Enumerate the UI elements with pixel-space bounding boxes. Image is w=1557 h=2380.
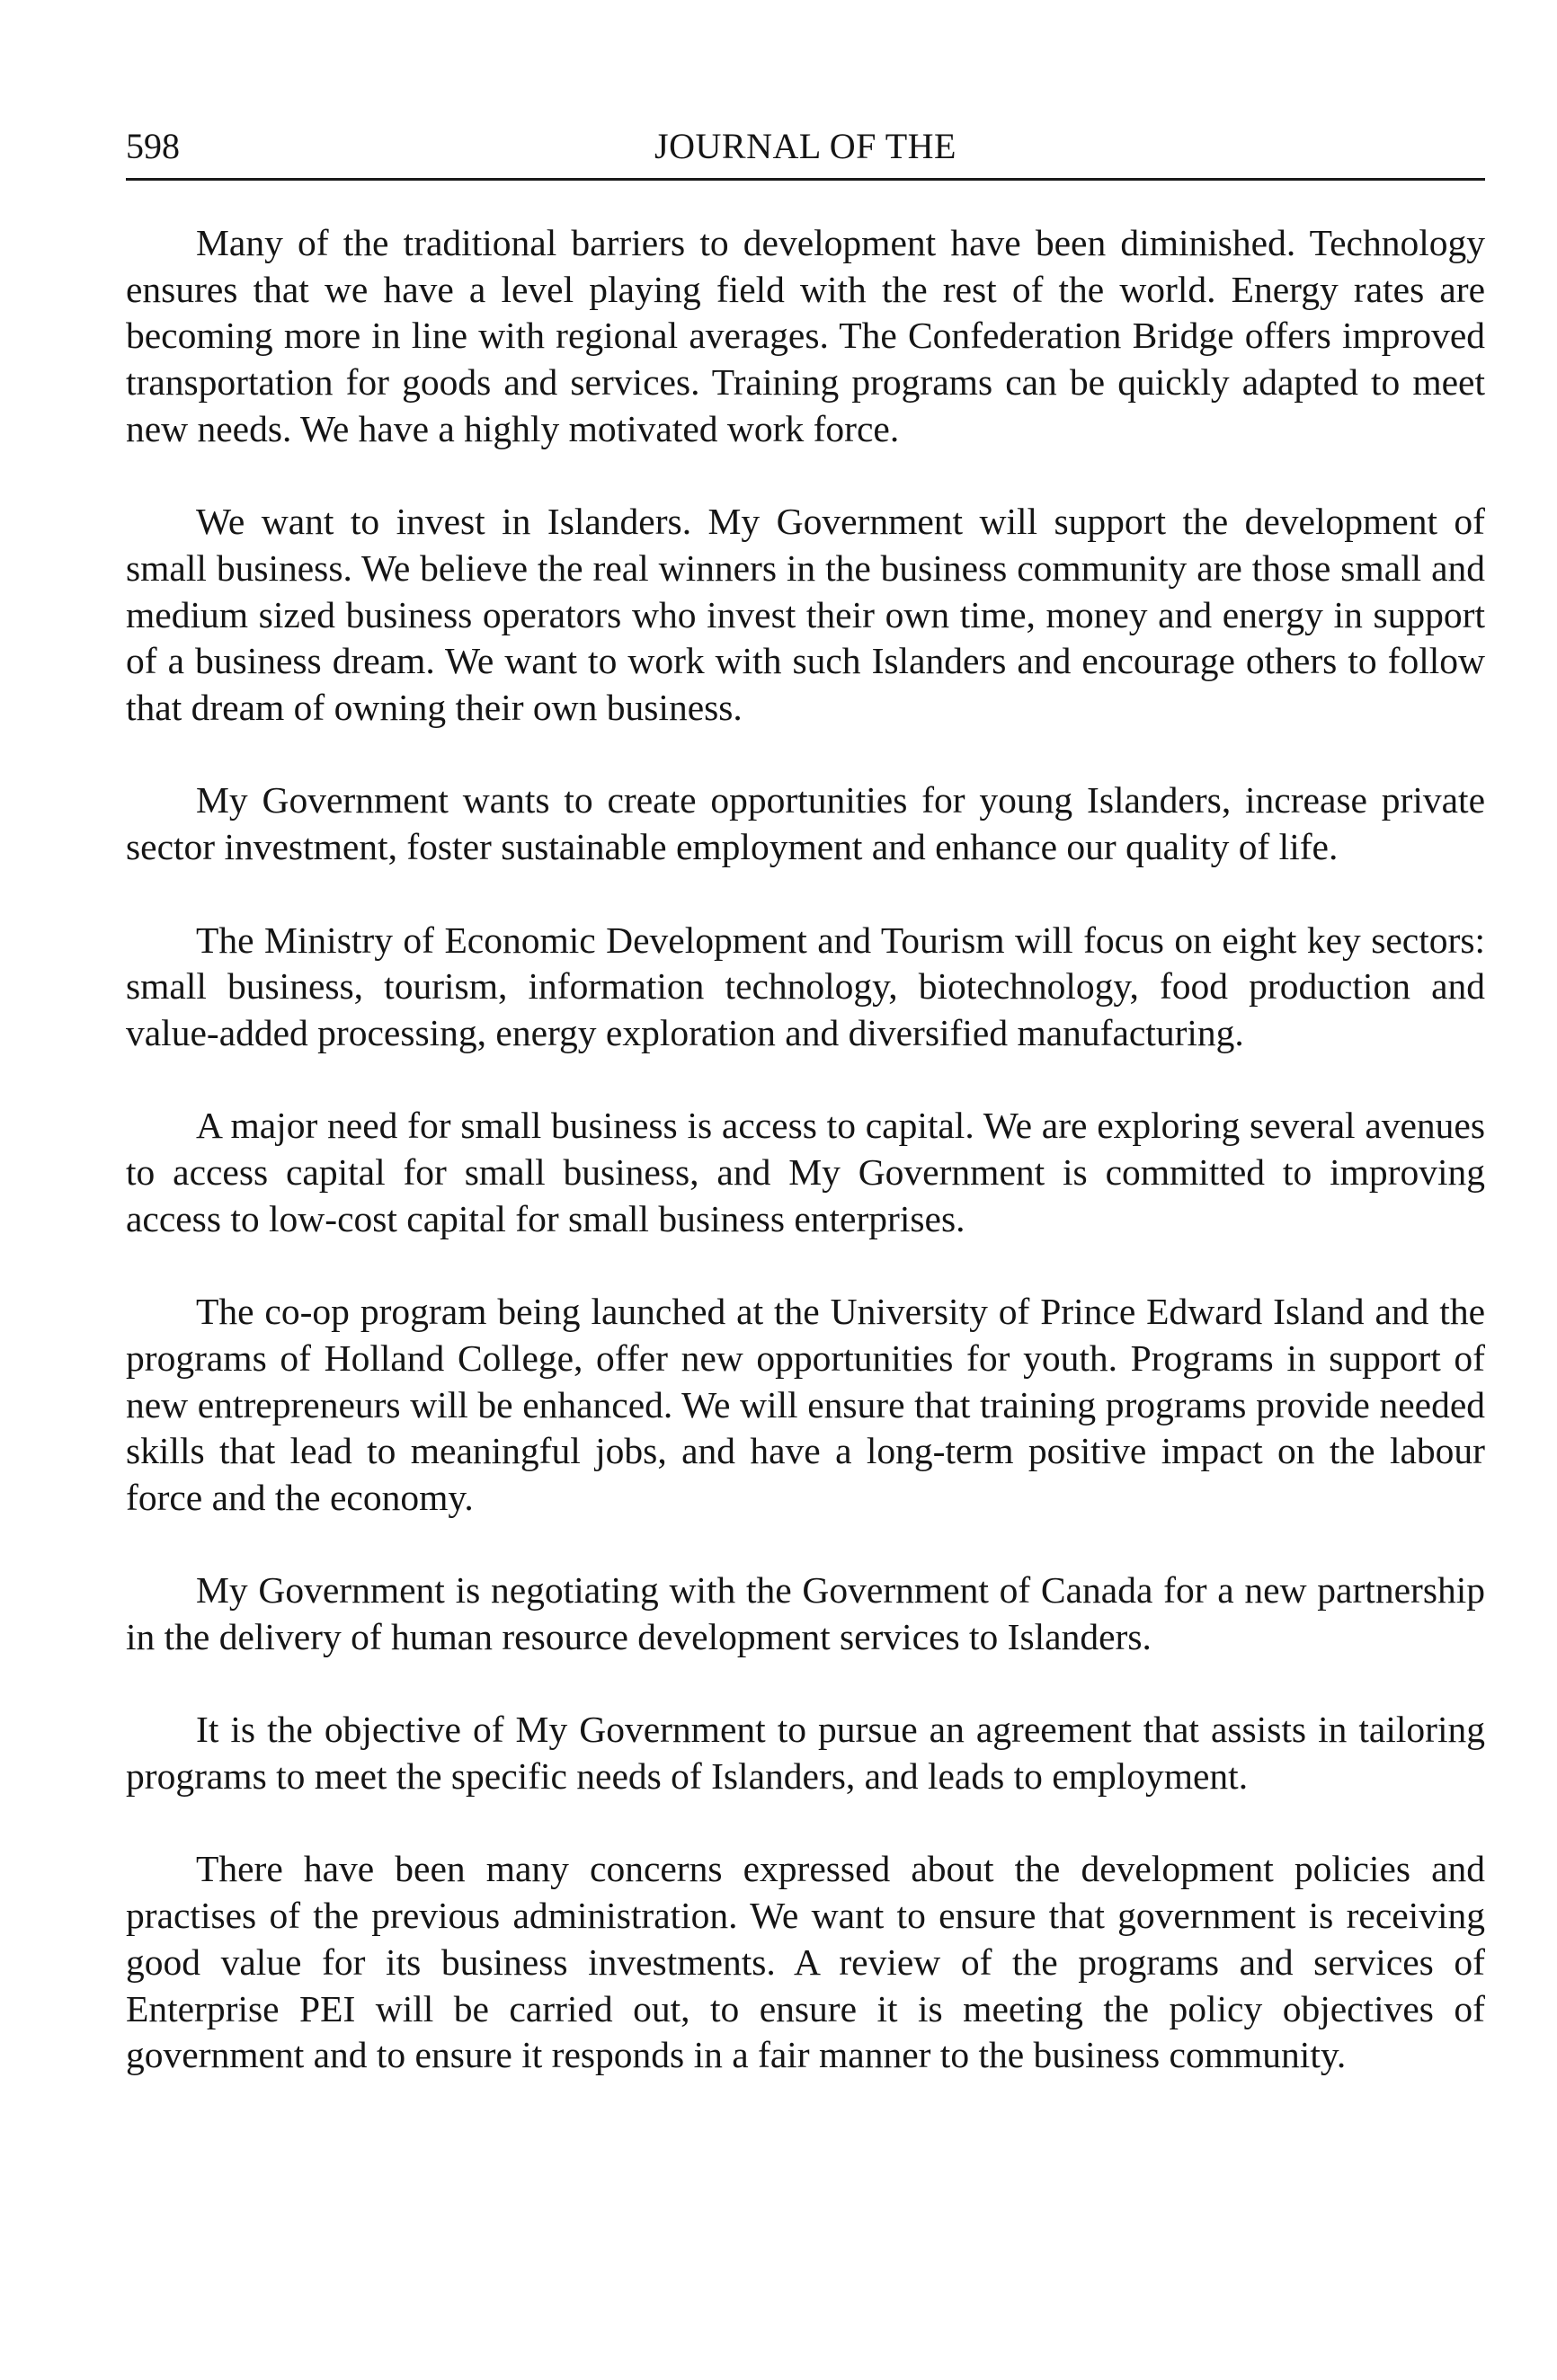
- paragraph: We want to invest in Islanders. My Government will support the development of small business. We believe the real winners in the business community are those small and medium sized business operators who invest their own time, money and energy in support of a business dream. We want to work with such Islanders and encourage others to follow that dream of owning their own business.: [126, 501, 1485, 729]
- page-number: 598: [126, 126, 180, 166]
- journal-title: JOURNAL OF THE: [654, 126, 956, 166]
- body-text: [126, 220, 1485, 2079]
- paragraph: It is the objective of My Government to pursue an agreement that assists in tailoring programs to meet the specific needs of Islanders, and leads to employment.: [126, 1709, 1485, 1798]
- running-header: [126, 124, 1485, 181]
- paragraph: My Government is negotiating with the Government of Canada for a new partnership in the delivery of human resource development services to Islanders.: [126, 1569, 1485, 1657]
- paragraph: Many of the traditional barriers to development have been diminished. Technology ensures that we have a level playing field with the rest of the world. Energy rates are becoming more in line with regional averages. The Confederation Bridge offers improved transportation for goods and services. Training programs can be quickly adapted to meet new needs. We have a highly motivated work force.: [126, 222, 1485, 449]
- paragraph: A major need for small business is access to capital. We are exploring several avenues to access capital for small business, and My Government is committed to improving access to low-cost capital for small business enterprises.: [126, 1105, 1485, 1239]
- paragraph: My Government wants to create opportunities for young Islanders, increase private sector investment, foster sustainable employment and enhance our quality of life.: [126, 779, 1485, 868]
- paragraph: The Ministry of Economic Development and Tourism will focus on eight key sectors: small business, tourism, information technology, biotechnology, food production and value-added processing, energy exploration and diversified manufacturing.: [126, 919, 1485, 1053]
- paragraph: The co-op program being launched at the University of Prince Edward Island and the programs of Holland College, offer new opportunities for youth. Programs in support of new entrepreneurs will be enhanced. We will ensure that training programs provide needed skills that lead to meaningful jobs, and have a long-term positive impact on the labour force and the economy.: [126, 1291, 1485, 1518]
- paragraph: There have been many concerns expressed about the development policies and practises of the previous administration. We want to ensure that government is receiving good value for its business investments. A review of the programs and services of Enterprise PEI will be carried out, to ensure it is meeting the policy objectives of government and to ensure it responds in a fair manner to the business community.: [126, 1848, 1485, 2076]
